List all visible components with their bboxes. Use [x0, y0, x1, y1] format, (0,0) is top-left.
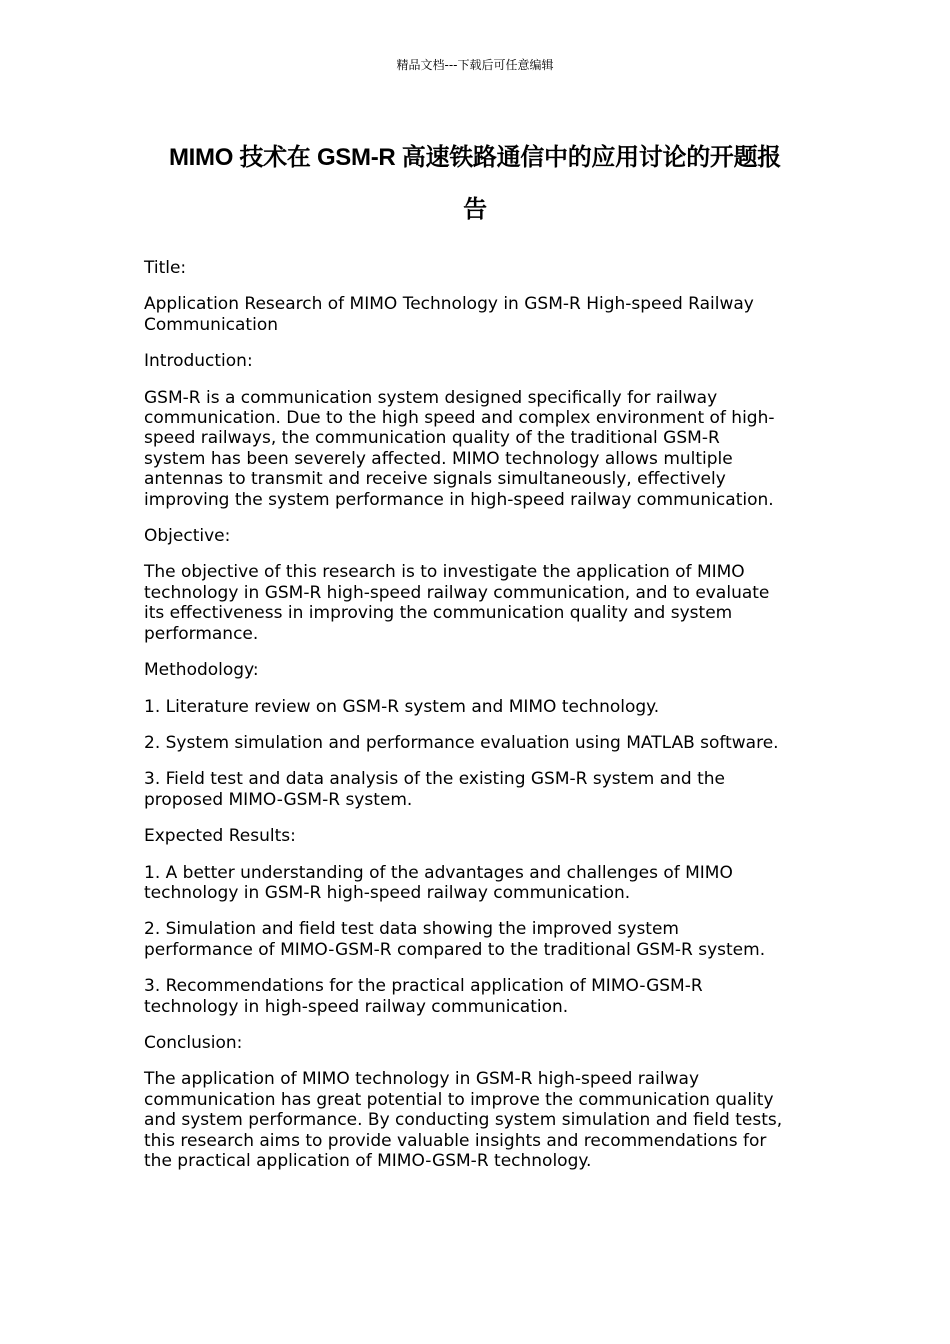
conclusion-text: The application of MIMO technology in GSM-R high-speed railway communication has great potential to improve the communication quality and system performance. By conducting system simulation and field tests, this research aims to provide valuable insights and recommendations for the practical application of MIMO-GSM-R technology. [144, 1069, 783, 1171]
header-note: 精品文档---下载后可任意编辑 [396, 58, 554, 72]
document-body [144, 258, 806, 1187]
section-heading-conclusion: Conclusion: [144, 1032, 243, 1053]
section-heading-methodology: Methodology: [144, 660, 259, 681]
expected-result-2: 2. Simulation and field test data showing the improved system performance of MIMO-GSM-R compared to the traditional GSM-R system. [144, 919, 766, 960]
methodology-item-1: 1. Literature review on GSM-R system and MIMO technology. [144, 696, 660, 717]
section-heading-objective: Objective: [144, 526, 231, 547]
introduction-text: GSM-R is a communication system designed specifically for railway communication. Due to the high speed and complex environment of high- speed railways, the communication quality of the traditional GSM-R system has been severely affected. MIMO technology allows multiple antennas to transmit and receive signals simultaneously, effectively improving the system performance in high-speed railway communication. [144, 387, 775, 510]
document-title [140, 132, 810, 236]
document-title-text: MIMO 技术在 GSM-R 高速铁路通信中的应用讨论的开题报 告 [168, 144, 781, 223]
section-heading-introduction: Introduction: [144, 351, 253, 372]
section-heading-title: Title: [144, 258, 187, 278]
objective-text: The objective of this research is to investigate the application of MIMO technology in GSM-R high-speed railway communication, and to evaluate its effectiveness in improving the communication quality and system performance. [144, 562, 770, 644]
section-heading-expected-results: Expected Results: [144, 826, 296, 847]
title-text: Application Research of MIMO Technology in GSM-R High-speed Railway Communication [144, 294, 754, 335]
expected-result-3: 3. Recommendations for the practical application of MIMO-GSM-R technology in high-speed railway communication. [144, 976, 703, 1017]
expected-result-1: 1. A better understanding of the advantages and challenges of MIMO technology in GSM-R high-speed railway communication. [144, 862, 733, 903]
methodology-item-2: 2. System simulation and performance evaluation using MATLAB software. [144, 732, 779, 753]
methodology-item-3: 3. Field test and data analysis of the existing GSM-R system and the proposed MIMO-GSM-R system. [144, 769, 726, 810]
